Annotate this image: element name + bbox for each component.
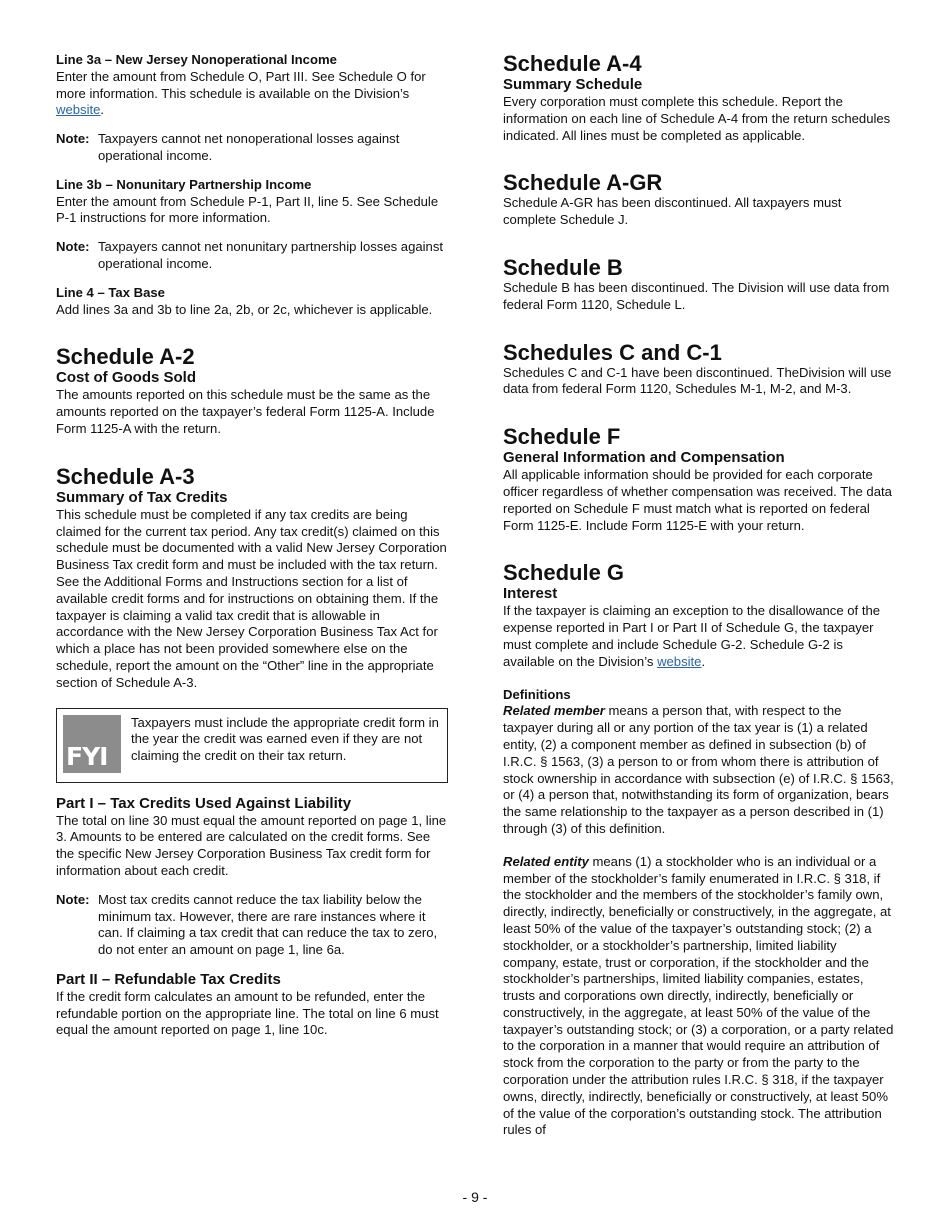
- schedule-a4-title: Schedule A-4: [503, 51, 642, 76]
- schedule-a3-title: Schedule A-3: [56, 463, 195, 489]
- line-3b-heading: Line 3b – Nonunitary Partnership Income: [56, 176, 312, 192]
- line-3b-body: Enter the amount from Schedule P-1, Part II, line 5. See Schedule P-1 instructions for more information.: [56, 193, 439, 226]
- related-entity-definition: Related entity means (1) a stockholder who is an individual or a member of the stockholder’s family enumerated in I.R.C. § 318, if the stockholder and the members of the stockholder’s family own, directly, indirectly, beneficially or constructively, in the aggregate, at least 50% of the value of the taxpayer’s outstanding stock; (2) a stockholder, or a stockholder’s partnership, limited liability company, estate, trust or corporation, if the stockholder and the stockholder’s partnerships, limited liability companies, estates, trusts and corporations own directly, indirectly, beneficially or constructively, in the aggregate, at least 50% of the value of the taxpayer’s outstanding stock; or (3) a corporation, or a party related to the corporation in a manner that would require an attribution of stock from the corporation to the party or from the party to the corporation under the attribution rules I.R.C. § 318, if the taxpayer owns, directly, indirectly, beneficially or constructively, at least 50% of the value of the corporation’s outstanding stock. The attribution rules of: [503, 853, 894, 1138]
- note-text: Taxpayers cannot net nonunitary partnership losses against operational income.: [98, 239, 444, 271]
- schedule-a2-subtitle: Cost of Goods Sold: [56, 369, 196, 387]
- schedule-agr-body: Schedule A-GR has been discontinued. All taxpayers must complete Schedule J.: [503, 195, 842, 228]
- schedule-agr-title: Schedule A-GR: [503, 170, 663, 196]
- line-4-body: Add lines 3a and 3b to line 2a, 2b, or 2c, whichever is applicable.: [56, 301, 433, 317]
- schedule-f-subtitle: General Information and Compensation: [503, 449, 785, 467]
- related-member-definition: Related member means a person that, with respect to the taxpayer during all or any portion of the tax year is (1) a related entity, (2) a component member as defined in subsection (b) of I.R.C. § 1563, (3) a person to or from whom there is attribution of stock ownership in accordance with subsection (e) of I.R.C. § 1563, or (4) a person that, notwithstanding its form of organization, bears the same relationship to the taxpayer as a person described in (1) through (3) of this definition.: [503, 703, 894, 836]
- part-1-heading: Part I – Tax Credits Used Against Liability: [56, 794, 352, 812]
- schedule-a3-body: This schedule must be completed if any tax credits are being claimed for the current tax period. Any tax credit(s) claimed on this schedule must be documented with a valid New Jersey Corporation Business Tax credit form and must be included with the tax return. See the Additional Forms and Instructions section for a list of available credit forms and for instructions on obtaining them. If the taxpayer is claiming a valid tax credit that is allowable in accordance with the New Jersey Corporation Business Tax Act for which a place has not been provided somewhere else on the schedule, report the amount on the “Other” line in the appropriate section of Schedule A-3.: [56, 506, 447, 690]
- schedule-g-subtitle: Interest: [503, 585, 558, 603]
- schedule-a2-body: The amounts reported on this schedule must be the same as the amounts reported on the taxpayer’s federal Form 1125-A. Include Form 1125-A with the return.: [56, 387, 435, 436]
- note-minimum-tax: [56, 892, 448, 959]
- schedule-f-body: All applicable information should be provided for each corporate officer regardless of whether compensation was received. The data reported on Schedule F must match what is reported on federal Form 1125-E. Include Form 1125-E with your return.: [503, 467, 892, 533]
- schedule-a4-subtitle: Summary Schedule: [503, 76, 643, 93]
- part-2-heading: Part II – Refundable Tax Credits: [56, 970, 281, 988]
- related-member-term: Related member: [503, 703, 605, 719]
- fyi-icon: FYI: [63, 715, 121, 773]
- fyi-text: Taxpayers must include the appropriate credit form in the year the credit was earned even if they are not claiming the credit on their tax return.: [131, 714, 439, 764]
- schedule-c-body: Schedules C and C-1 have been discontinued. TheDivision will use data from federal Form 1120, Schedules M-1, M-2, and M-3.: [503, 364, 892, 397]
- note-text: Most tax credits cannot reduce the tax liability below the minimum tax. However, there are rare instances where it can. If claiming a tax credit that can reduce the tax to zero, do not enter an amount on page 1, line 6a.: [98, 891, 438, 958]
- schedule-g-title: Schedule G: [503, 560, 625, 586]
- schedule-a2-title: Schedule A-2: [56, 344, 195, 370]
- left-column: [56, 52, 448, 1039]
- schedule-b-body: Schedule B has been discontinued. The Division will use data from federal Form 1120, Schedule L.: [503, 279, 890, 312]
- right-column: [503, 52, 895, 1139]
- schedule-a3-subtitle: Summary of Tax Credits: [56, 488, 228, 506]
- note-label: Note:: [56, 131, 90, 147]
- part-1-body: The total on line 30 must equal the amount reported on page 1, line 3. Amounts to be entered are calculated on the credit forms. See the specific New Jersey Corporation Business Tax credit form for information about each credit.: [56, 812, 447, 878]
- schedule-c-title: Schedules C and C-1: [503, 339, 722, 365]
- note-nonoperational: [56, 131, 448, 165]
- part-2-body: If the credit form calculates an amount to be refunded, enter the refundable portion on the appropriate line. The total on line 6 must equal the amount reported on page 1, line 10c.: [56, 988, 439, 1038]
- note-label: Note:: [56, 239, 90, 255]
- line-3a-heading: Line 3a – New Jersey Nonoperational Income: [56, 52, 337, 67]
- schedule-g-body: If the taxpayer is claiming an exception to the disallowance of the expense reported in Part I or Part II of Schedule G, the taxpayer must complete and include Schedule G-2. Schedule G-2 is available on the Division’s website.: [503, 603, 881, 669]
- note-nonunitary: [56, 239, 448, 273]
- line-3a-body: Enter the amount from Schedule O, Part III. See Schedule O for more information. This schedule is available on the Division’s website.: [56, 68, 426, 118]
- website-link[interactable]: website: [56, 102, 101, 118]
- page-number: - 9 -: [462, 1189, 488, 1205]
- schedule-f-title: Schedule F: [503, 424, 621, 450]
- website-link[interactable]: website: [657, 653, 702, 669]
- related-entity-term: Related entity: [503, 853, 589, 869]
- fyi-callout: [56, 708, 448, 783]
- schedule-a4-body: Every corporation must complete this schedule. Report the information on each line of Schedule A-4 from the return schedules indicated. All lines must be completed as applicable.: [503, 94, 891, 143]
- note-label: Note:: [56, 891, 90, 907]
- line-4-heading: Line 4 – Tax Base: [56, 284, 165, 300]
- schedule-b-title: Schedule B: [503, 254, 623, 280]
- definitions-heading: Definitions: [503, 686, 571, 702]
- note-text: Taxpayers cannot net nonoperational losses against operational income.: [98, 131, 400, 163]
